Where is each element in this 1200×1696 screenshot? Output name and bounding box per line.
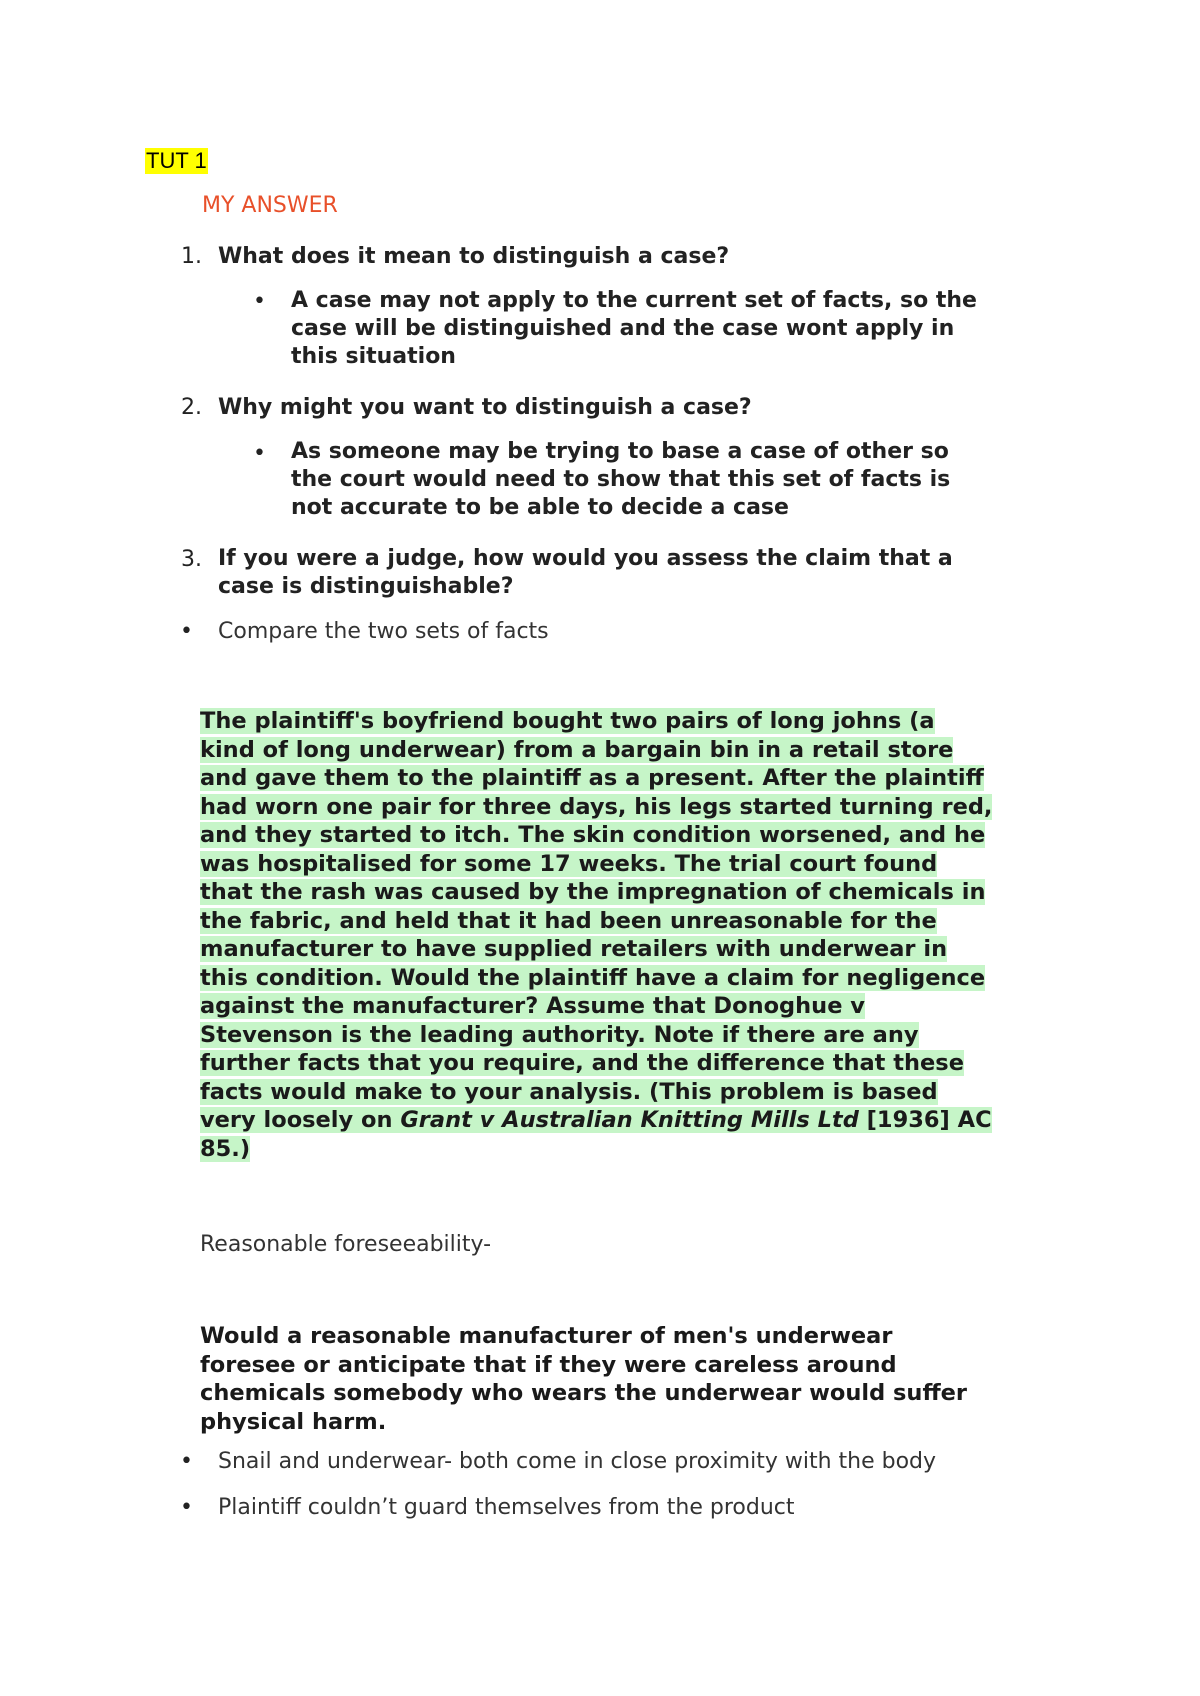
bullet-icon: • xyxy=(180,1449,193,1474)
scenario-line: kind of long underwear) from a bargain bin in a retail store xyxy=(200,736,954,763)
scenario-line: Stevenson is the leading authority. Note if there are any xyxy=(200,1021,919,1048)
scenario-line: and they started to itch. The skin condition worsened, and he xyxy=(200,822,986,848)
reasonable-foreseeability-heading: Reasonable foreseeability- xyxy=(200,1232,492,1257)
question-line: foresee or anticipate that if they were careless around xyxy=(200,1351,897,1378)
question-line: chemicals somebody who wears the underwear would suffer xyxy=(200,1380,968,1406)
tut-label: TUT 1 xyxy=(146,148,207,173)
scenario-line: 85.) xyxy=(200,1135,251,1162)
scenario-line: the fabric, and held that it had been unreasonable for the xyxy=(200,907,937,934)
bullet-icon: • xyxy=(180,619,193,644)
answer-block xyxy=(291,438,1091,522)
foreseeability-question xyxy=(200,1322,1060,1436)
question-text: Why might you want to distinguish a case? xyxy=(218,395,752,420)
scenario-line: was hospitalised for some 17 weeks. The trial court found xyxy=(200,850,938,877)
question-line: If you were a judge, how would you assess the claim that a xyxy=(218,546,953,571)
scenario-line: and gave them to the plaintiff as a present. After the plaintiff xyxy=(200,765,984,791)
case-citation: Grant v Australian Knitting Mills Ltd xyxy=(400,1107,859,1133)
scenario-line: further facts that you require, and the difference that these xyxy=(200,1050,964,1076)
scenario-line: this condition. Would the plaintiff have a claim for negligence xyxy=(200,964,986,991)
question-line: physical harm. xyxy=(200,1408,387,1435)
scenario-line: The plaintiff's boyfriend bought two pairs of long johns (a xyxy=(200,708,935,734)
my-answer-heading: MY ANSWER xyxy=(202,193,338,218)
scenario-line: facts would make to your analysis. (This problem is based xyxy=(200,1078,938,1105)
question-number: 1. xyxy=(181,244,202,269)
answer-line: this situation xyxy=(291,344,456,369)
scenario-text: [1936] AC xyxy=(858,1107,992,1133)
question-text: What does it mean to distinguish a case? xyxy=(218,244,730,269)
answer-line: As someone may be trying to base a case of other so xyxy=(291,439,949,464)
answer-block xyxy=(291,287,1091,371)
bullet-icon: • xyxy=(253,441,266,466)
scenario-line: had worn one pair for three days, his legs started turning red, xyxy=(200,793,993,820)
final-bullet-text: Snail and underwear- both come in close proximity with the body xyxy=(218,1449,937,1474)
answer-line: not accurate to be able to decide a case xyxy=(291,495,789,520)
final-bullet-text: Plaintiff couldn’t guard themselves from the product xyxy=(218,1495,795,1520)
scenario-line: manufacturer to have supplied retailers with underwear in xyxy=(200,936,948,962)
scenario-text: very loosely on xyxy=(200,1107,401,1133)
scenario-line: that the rash was caused by the impregnation of chemicals in xyxy=(200,879,986,905)
answer-line: case will be distinguished and the case wont apply in xyxy=(291,316,955,341)
scenario-line: against the manufacturer? Assume that Donoghue v xyxy=(200,993,865,1019)
scenario-line xyxy=(200,1106,1060,1135)
scenario-paragraph xyxy=(200,707,1060,1163)
bullet-icon: • xyxy=(180,1495,193,1520)
compare-bullet-text: Compare the two sets of facts xyxy=(218,619,549,644)
bullet-icon: • xyxy=(253,289,266,314)
question-text xyxy=(218,545,1068,601)
answer-line: the court would need to show that this set of facts is xyxy=(291,467,951,492)
question-number: 3. xyxy=(181,547,202,572)
question-line: case is distinguishable? xyxy=(218,574,514,599)
question-line: Would a reasonable manufacturer of men's underwear xyxy=(200,1323,893,1349)
question-number: 2. xyxy=(181,395,202,420)
answer-line: A case may not apply to the current set of facts, so the xyxy=(291,288,977,313)
